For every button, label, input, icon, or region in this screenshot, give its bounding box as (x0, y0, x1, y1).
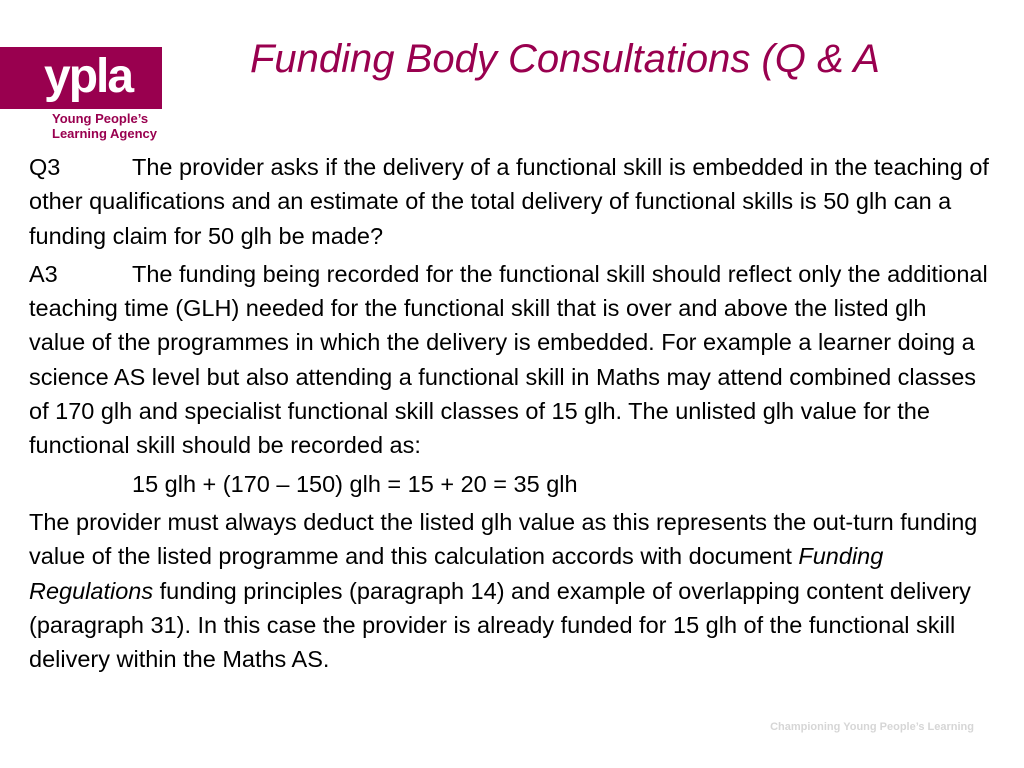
closing-text-start: The provider must always deduct the listed glh value as this represents the out-turn funding value of the listed programme and this calculation accords with document (29, 508, 978, 570)
logo-tagline-line1: Young People’s (52, 111, 149, 126)
answer-paragraph (29, 257, 989, 463)
closing-text-end: funding principles (paragraph 14) and example of overlapping content delivery (paragraph 31). In this case the provider is already funded for 15 glh of the functional skill delivery within the Maths AS. (29, 577, 971, 673)
logo-tagline-line2: Learning Agency (52, 126, 157, 141)
ypla-logo (0, 47, 162, 145)
closing-paragraph (29, 505, 989, 676)
question-label: Q3 (29, 154, 61, 180)
slide-content (29, 150, 989, 680)
document-reference: Funding Regulations (29, 543, 884, 604)
question-paragraph (29, 150, 989, 253)
logo-box (0, 47, 162, 109)
answer-text: The funding being recorded for the functional skill should reflect only the additional teaching time (GLH) needed for the functional skill that is over and above the listed glh value of the programmes in which the delivery is embedded. For example a learner doing a science AS level but also attending a functional skill in Maths may attend combined classes of 170 glh and specialist functional skill classes of 15 glh. The unlisted glh value for the functional skill should be recorded as: (29, 260, 988, 459)
slide-title: Funding Body Consultations (Q & A (250, 37, 880, 81)
formula-line: 15 glh + (170 – 150) glh = 15 + 20 = 35 glh (132, 470, 578, 497)
answer-label: A3 (29, 260, 58, 287)
question-text: The provider asks if the delivery of a functional skill is embedded in the teaching of other qualifications and an estimate of the total delivery of functional skills is 50 glh can a funding claim for 50 glh be made? (29, 154, 989, 249)
footer-slogan: Championing Young People’s Learning (770, 721, 974, 733)
logo-wordmark: ypla (44, 50, 133, 103)
logo-tagline (52, 111, 157, 141)
